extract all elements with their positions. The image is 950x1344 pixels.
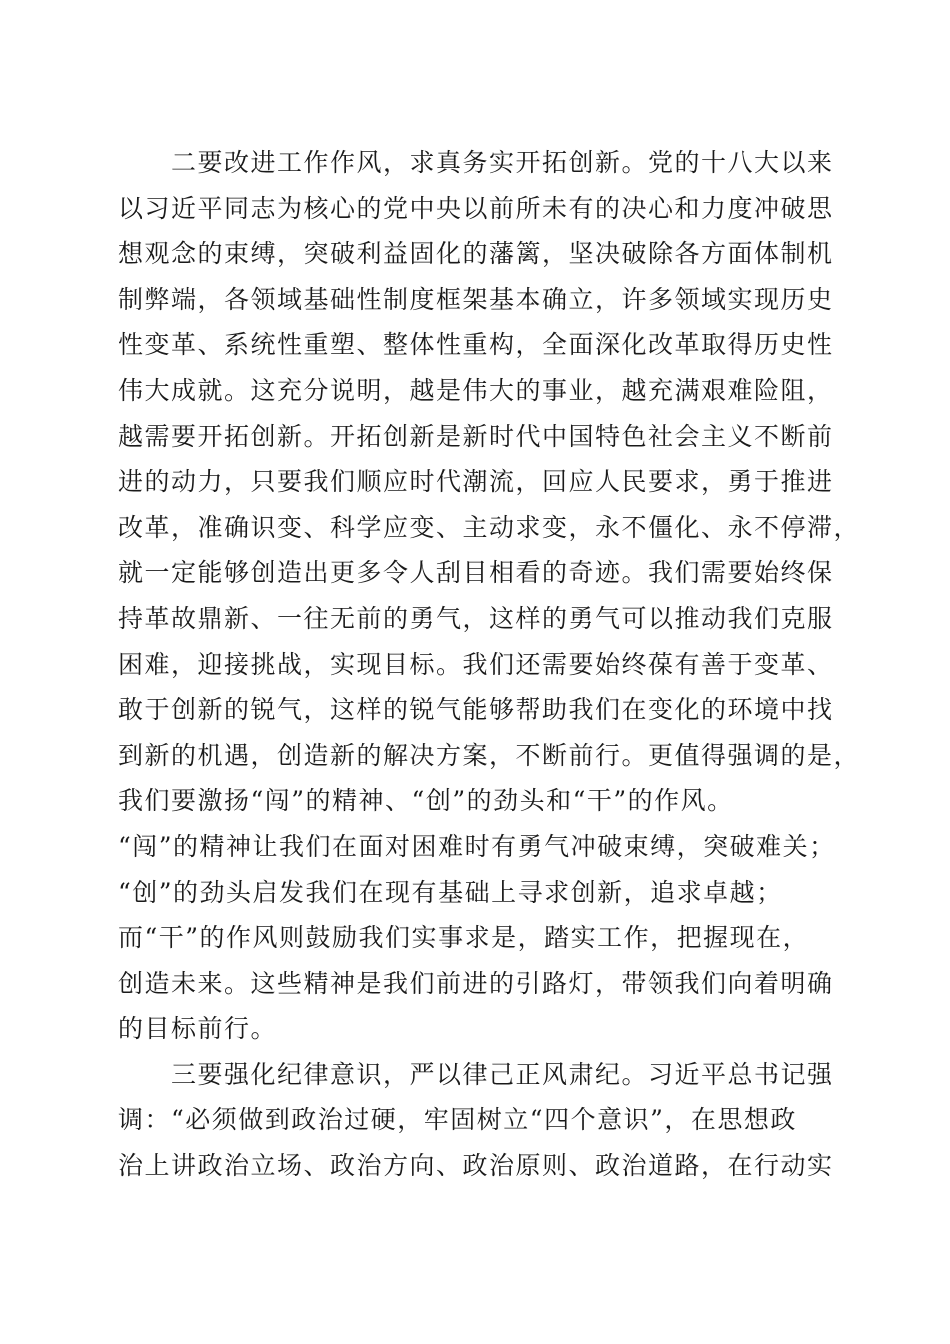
paragraph-line: 伟大成就。这充分说明，越是伟大的事业，越充满艰难险阻，: [118, 375, 834, 405]
paragraph-line: 制弊端，各领域基础性制度框架基本确立，许多领域实现历史: [118, 284, 834, 314]
paragraph-line: 三要强化纪律意识，严以律己正风肃纪。习近平总书记强: [118, 1059, 834, 1089]
paragraph-line: 性变革、系统性重塑、整体性重构，全面深化改革取得历史性: [118, 330, 834, 360]
paragraph-line: 就一定能够创造出更多令人刮目相看的奇迹。我们需要始终保: [118, 558, 834, 588]
paragraph-line: 二要改进工作作风，求真务实开拓创新。党的十八大以来: [118, 148, 834, 177]
paragraph-line: 想观念的束缚，突破利益固化的藩篱，坚决破除各方面体制机: [118, 239, 834, 269]
paragraph-line: 困难，迎接挑战，实现目标。我们还需要始终葆有善于变革、: [118, 649, 834, 679]
paragraph-line: 到新的机遇，创造新的解决方案，不断前行。更值得强调的是，: [118, 740, 861, 770]
paragraph-line: “闯”的精神让我们在面对困难时有勇气冲破束缚，突破难关；: [118, 831, 836, 861]
paragraph-line: 改革，准确识变、科学应变、主动求变，永不僵化、永不停滞，: [118, 512, 861, 542]
paragraph-line: 进的动力，只要我们顺应时代潮流，回应人民要求，勇于推进: [118, 467, 834, 497]
paragraph-line: 敢于创新的锐气，这样的锐气能够帮助我们在变化的环境中找: [118, 695, 834, 725]
paragraph-line: 持革故鼎新、一往无前的勇气，这样的勇气可以推动我们克服: [118, 603, 834, 633]
paragraph-line: 创造未来。这些精神是我们前进的引路灯，带领我们向着明确: [118, 968, 834, 998]
paragraph-line: 以习近平同志为核心的党中央以前所未有的决心和力度冲破思: [118, 193, 834, 223]
paragraph-line: 我们要激扬“闯”的精神、“创”的劲头和“干”的作风。: [118, 786, 734, 816]
paragraph-line: 越需要开拓创新。开拓创新是新时代中国特色社会主义不断前: [118, 421, 834, 451]
paragraph-line: 而“干”的作风则鼓励我们实事求是，踏实工作，把握现在，: [118, 923, 810, 953]
paragraph-line: 调：“必须做到政治过硬，牢固树立“四个意识”，在思想政: [118, 1105, 797, 1135]
paragraph-line: 的目标前行。: [118, 1014, 278, 1044]
document-body: [118, 140, 861, 1189]
paragraph-line: “创”的劲头启发我们在现有基础上寻求创新，追求卓越；: [118, 877, 783, 907]
paragraph-line: 治上讲政治立场、政治方向、政治原则、政治道路，在行动实: [118, 1151, 834, 1181]
